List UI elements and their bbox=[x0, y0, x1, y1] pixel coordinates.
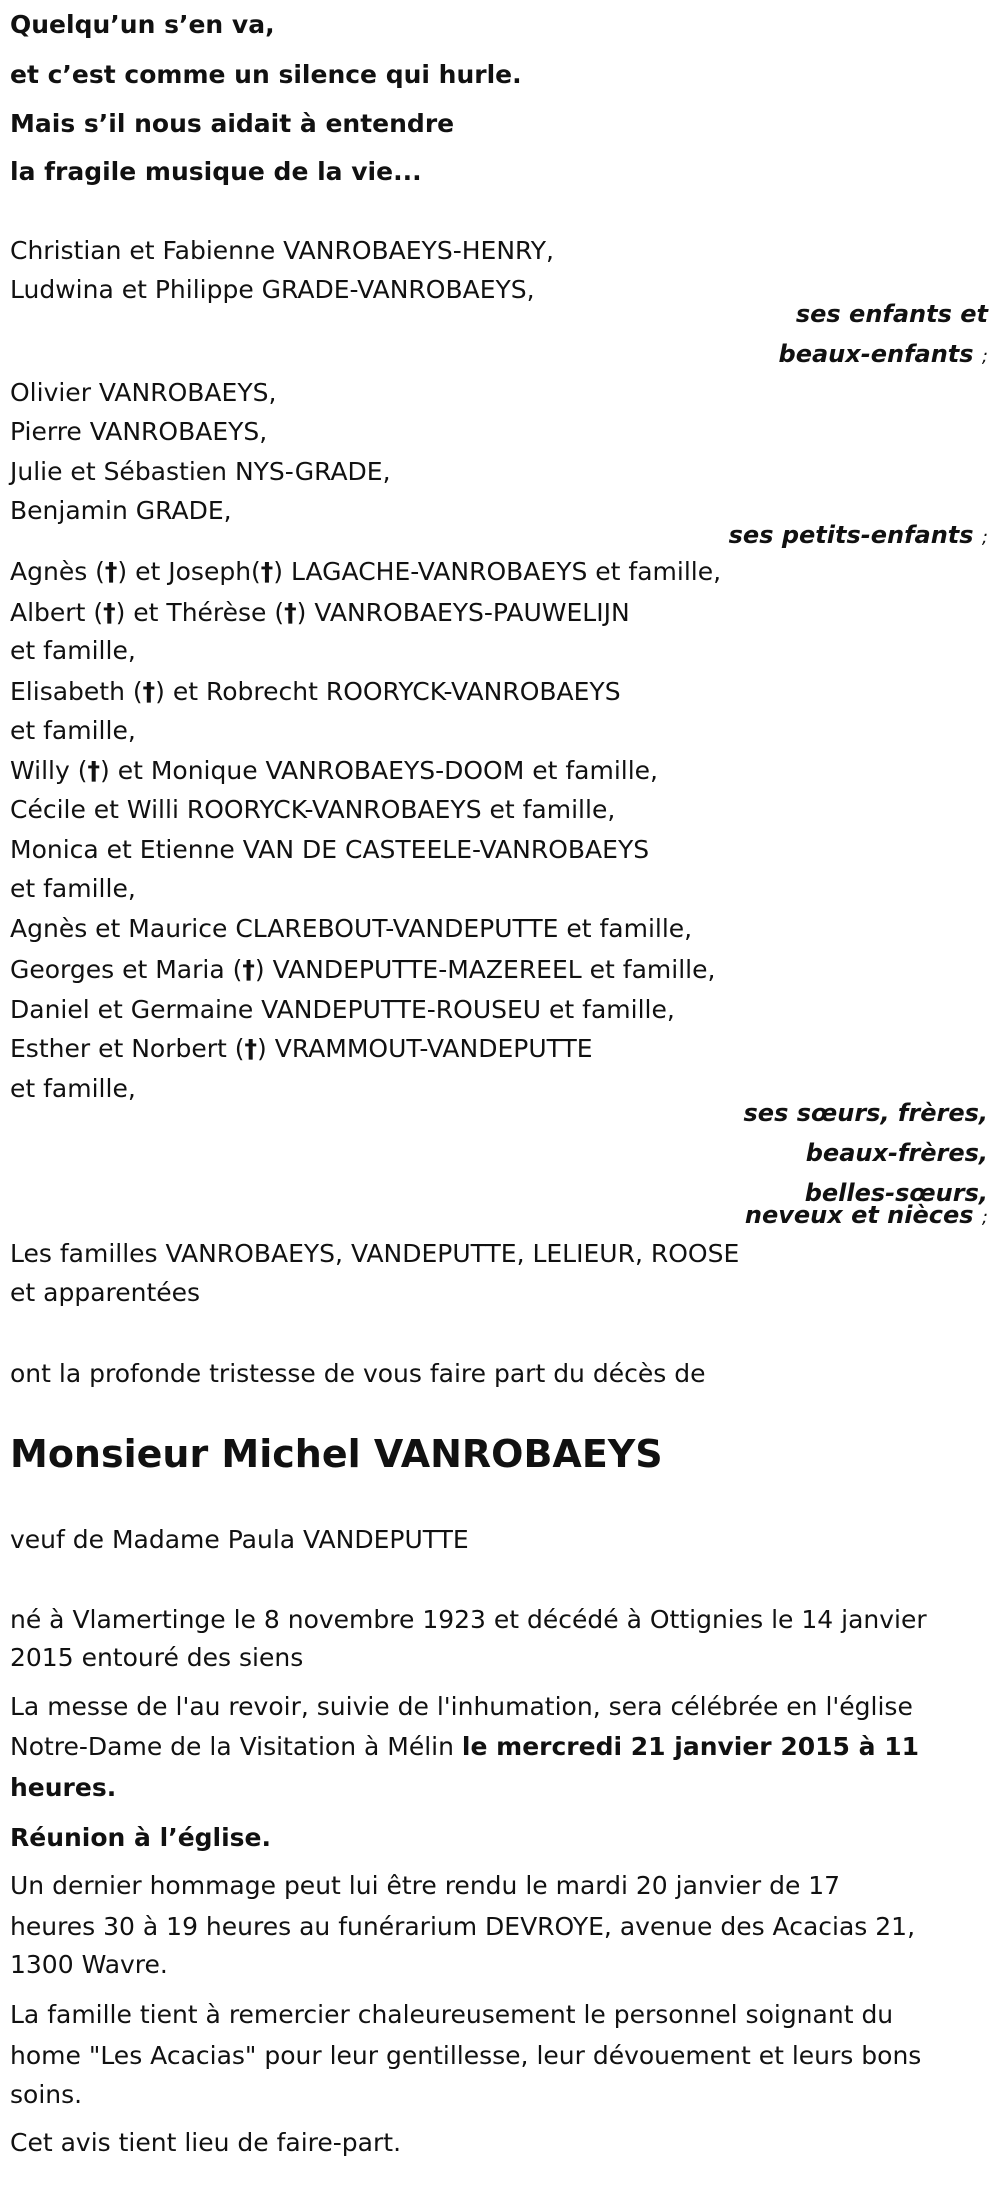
deceased-name: Monsieur Michel VANROBAEYS bbox=[10, 1432, 663, 1476]
sibling-line: et famille, bbox=[10, 716, 136, 745]
families-line: Les familles VANROBAEYS, VANDEPUTTE, LELIEUR, ROOSE bbox=[10, 1239, 740, 1268]
dagger-icon: † bbox=[244, 1034, 258, 1063]
poem-line-1: Quelqu’un s’en va, bbox=[10, 10, 275, 39]
relation-label-children: ses enfants et bbox=[795, 300, 988, 328]
sibling-line: Albert (†) et Thérèse (†) VANROBAEYS-PAUWELIJN bbox=[10, 598, 630, 627]
grandchild-line: Pierre VANROBAEYS, bbox=[10, 417, 268, 446]
poem-line-2: et c’est comme un silence qui hurle. bbox=[10, 60, 522, 89]
mass-line: heures. bbox=[10, 1773, 117, 1802]
announcement: ont la profonde tristesse de vous faire part du décès de bbox=[10, 1359, 706, 1388]
child-line: Ludwina et Philippe GRADE-VANROBAEYS, bbox=[10, 275, 535, 304]
dagger-icon: † bbox=[242, 955, 255, 984]
sibling-line: et famille, bbox=[10, 636, 136, 665]
dagger-icon: † bbox=[284, 598, 297, 627]
mass-line: La messe de l'au revoir, suivie de l'inhumation, sera célébrée en l'église bbox=[10, 1692, 913, 1721]
sibling-line: Esther et Norbert (†) VRAMMOUT-VANDEPUTTE bbox=[10, 1034, 593, 1063]
sibling-line: Monica et Etienne VAN DE CASTEELE-VANROBAEYS bbox=[10, 835, 650, 864]
sibling-line: Daniel et Germaine VANDEPUTTE-ROUSEU et famille, bbox=[10, 995, 675, 1024]
dagger-icon: † bbox=[142, 677, 156, 706]
sibling-line: et famille, bbox=[10, 1074, 136, 1103]
tribute-line: heures 30 à 19 heures au funérarium DEVROYE, avenue des Acacias 21, bbox=[10, 1912, 916, 1941]
sibling-line: Georges et Maria (†) VANDEPUTTE-MAZEREEL et famille, bbox=[10, 955, 716, 984]
grandchild-line: Olivier VANROBAEYS, bbox=[10, 378, 277, 407]
relation-label-siblings: belles-sœurs, bbox=[804, 1179, 988, 1207]
dagger-icon: † bbox=[103, 598, 116, 627]
tribute-line: 1300 Wavre. bbox=[10, 1950, 168, 1979]
dagger-icon: † bbox=[87, 756, 101, 785]
widower-line: veuf de Madame Paula VANDEPUTTE bbox=[10, 1525, 469, 1554]
meeting-line: Réunion à l’église. bbox=[10, 1823, 272, 1852]
sibling-line: Agnès et Maurice CLAREBOUT-VANDEPUTTE et famille, bbox=[10, 914, 693, 943]
grandchild-line: Benjamin GRADE, bbox=[10, 496, 232, 525]
relation-label-grandchildren: ses petits-enfants ; bbox=[728, 521, 988, 549]
thanks-line: soins. bbox=[10, 2080, 83, 2109]
relation-label-siblings: ses sœurs, frères, bbox=[743, 1099, 988, 1127]
sibling-line: et famille, bbox=[10, 874, 136, 903]
poem-line-4: la fragile musique de la vie... bbox=[10, 157, 422, 186]
grandchild-line: Julie et Sébastien NYS-GRADE, bbox=[10, 457, 391, 486]
families-line: et apparentées bbox=[10, 1278, 201, 1307]
child-line: Christian et Fabienne VANROBAEYS-HENRY, bbox=[10, 236, 555, 265]
sibling-line: Elisabeth (†) et Robrecht ROORYCK-VANROBAEYS bbox=[10, 677, 621, 706]
relation-label-siblings: neveux et nièces ; bbox=[744, 1201, 988, 1229]
sibling-line: Agnès (†) et Joseph(†) LAGACHE-VANROBAEYS et famille, bbox=[10, 557, 722, 586]
birth-death-line: 2015 entouré des siens bbox=[10, 1643, 304, 1672]
thanks-line: La famille tient à remercier chaleureusement le personnel soignant du bbox=[10, 2000, 894, 2029]
thanks-line: home "Les Acacias" pour leur gentillesse, leur dévouement et leurs bons bbox=[10, 2041, 922, 2070]
birth-death-line: né à Vlamertinge le 8 novembre 1923 et décédé à Ottignies le 14 janvier bbox=[10, 1605, 927, 1634]
poem-line-3: Mais s’il nous aidait à entendre bbox=[10, 109, 455, 138]
dagger-icon: † bbox=[104, 557, 118, 586]
sibling-line: Cécile et Willi ROORYCK-VANROBAEYS et famille, bbox=[10, 795, 616, 824]
closing-line: Cet avis tient lieu de faire-part. bbox=[10, 2128, 402, 2157]
mass-line: Notre-Dame de la Visitation à Mélin le mercredi 21 janvier 2015 à 11 bbox=[10, 1732, 919, 1761]
relation-label-siblings: beaux-frères, bbox=[805, 1139, 988, 1167]
tribute-line: Un dernier hommage peut lui être rendu le mardi 20 janvier de 17 bbox=[10, 1871, 841, 1900]
sibling-line: Willy (†) et Monique VANROBAEYS-DOOM et famille, bbox=[10, 756, 658, 785]
relation-label-children: beaux-enfants ; bbox=[778, 340, 988, 368]
dagger-icon: † bbox=[260, 557, 274, 586]
